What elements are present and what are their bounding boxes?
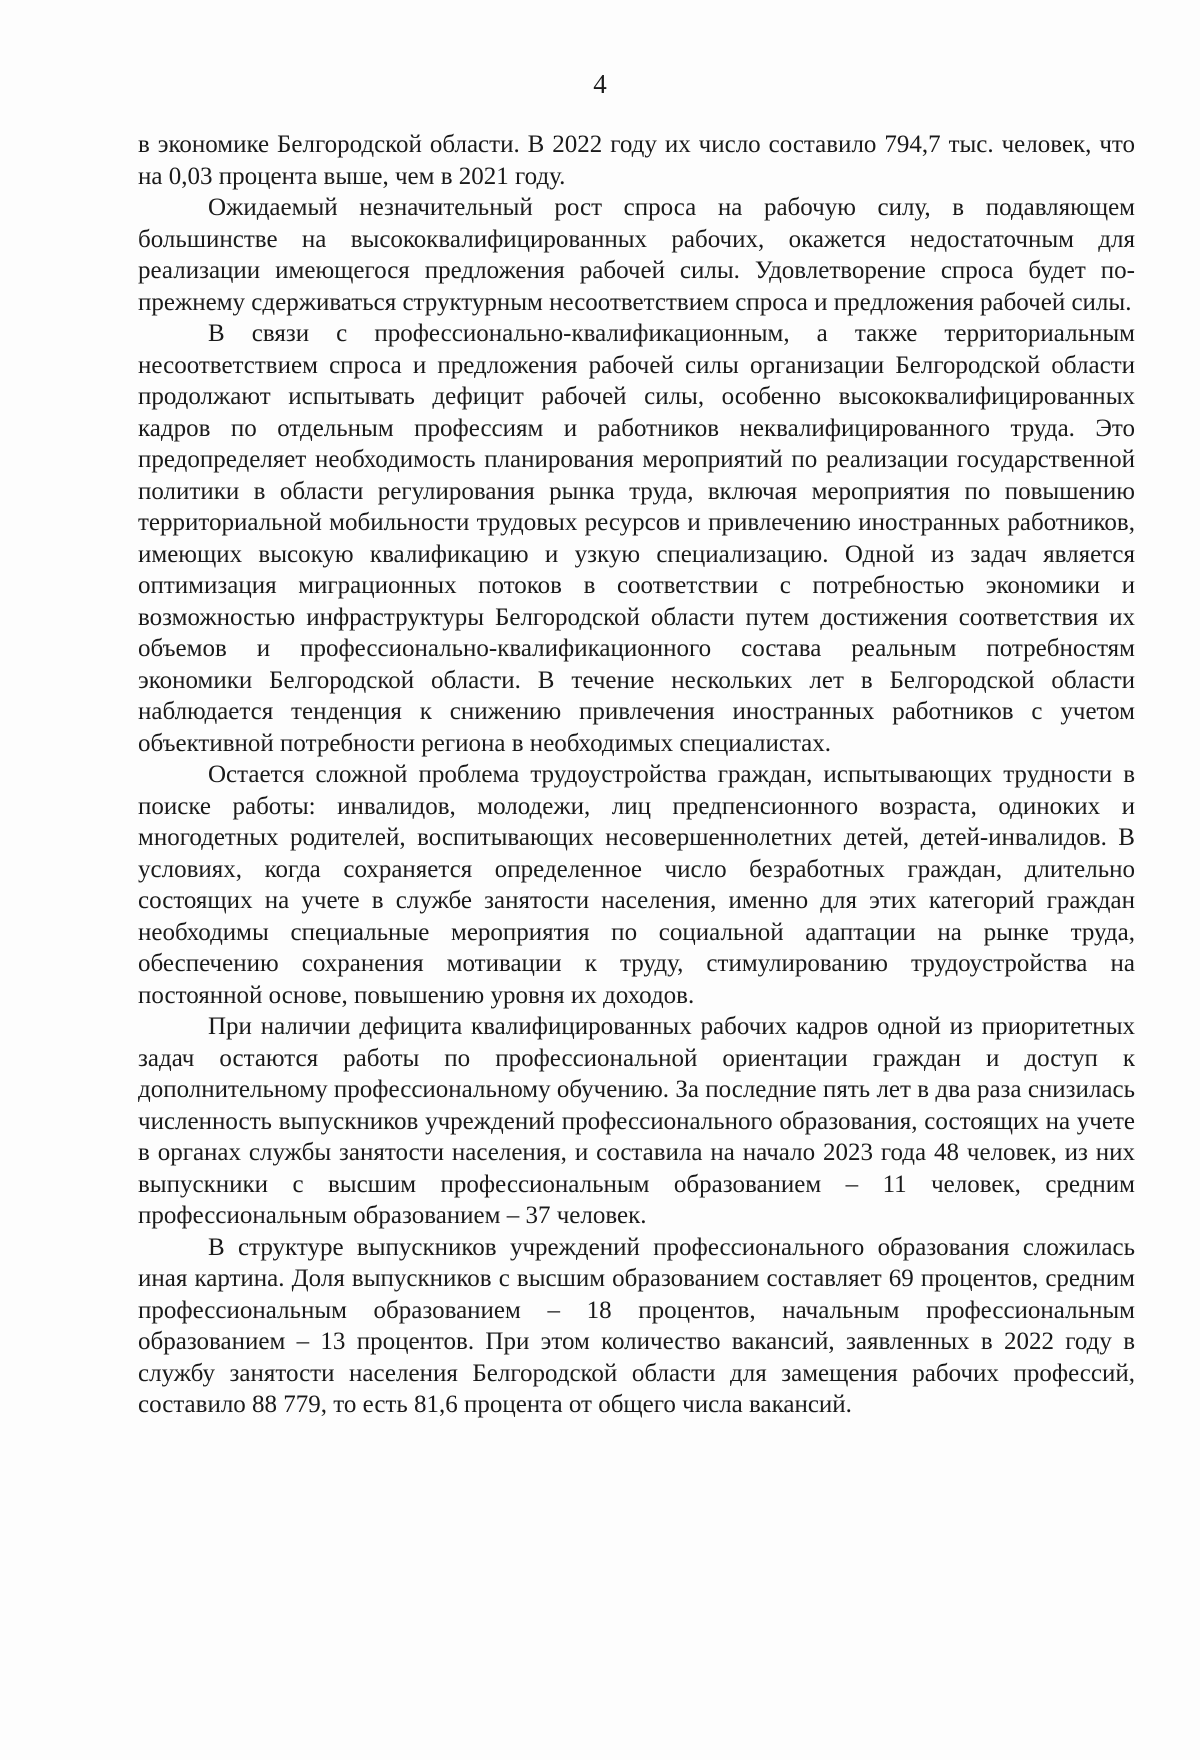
paragraph-graduate-structure: В структуре выпускников учреждений профессионального образования сложилась иная картина. Доля выпускников с высшим образованием составляет 69 процентов, средним профессиональным образованием – 18 процентов, начальным профессиональным образованием – 13 процентов. При этом количество вакансий, заявленных в 2022 году в службу занятости населения Белгородской области для замещения рабочих профессий, составило 88 779, то есть 81,6 процента от общего числа вакансий. xyxy=(138,1233,1135,1418)
paragraph-labor-demand: Ожидаемый незначительный рост спроса на рабочую силу, в подавляющем большинстве на высококвалифицированных рабочих, окажется недостаточным для реализации имеющегося предложения рабочей силы. Удовлетворение спроса будет по-прежнему сдерживаться структурным несоответствием спроса и предложения рабочей силы. xyxy=(138,194,1135,316)
paragraph-employment-problems: Остается сложной проблема трудоустройства граждан, испытывающих трудности в поиске работы: инвалидов, молодежи, лиц предпенсионного возраста, одиноких и многодетных родителей, воспитывающих несовершеннолетних детей, детей-инвалидов. В условиях, когда сохраняется определенное число безработных граждан, длительно состоящих на учете в службе занятости населения, именно для этих категорий граждан необходимы специальные мероприятия по социальной адаптации на рынке труда, обеспечению сохранения мотивации к труду, стимулированию трудоустройства на постоянной основе, повышению уровня их доходов. xyxy=(138,761,1135,1009)
document-body xyxy=(138,129,1135,1421)
paragraph-continuation: в экономике Белгородской области. В 2022 году их число составило 794,7 тыс. человек, что на 0,03 процента выше, чем в 2021 году. xyxy=(138,131,1135,190)
paragraph-labor-deficit: В связи с профессионально-квалификационным, а также территориальным несоответствием спроса и предложения рабочей силы организации Белгородской области продолжают испытывать дефицит рабочей силы, особенно высококвалифицированных кадров по отдельным профессиям и работников неквалифицированного труда. Это предопределяет необходимость планирования мероприятий по реализации государственной политики в области регулирования рынка труда, включая мероприятия по повышению территориальной мобильности трудовых ресурсов и привлечению иностранных работников, имеющих высокую квалификацию и узкую специализацию. Одной из задач является оптимизация миграционных потоков в соответствии с потребностью экономики и возможностью инфраструктуры Белгородской области путем достижения соответствия их объемов и профессионально-квалификационного состава реальным потребностям экономики Белгородской области. В течение нескольких лет в Белгородской области наблюдается тенденция к снижению привлечения иностранных работников с учетом объективной потребности региона в необходимых специалистах. xyxy=(138,320,1135,757)
paragraph-graduates: При наличии дефицита квалифицированных рабочих кадров одной из приоритетных задач остаются работы по профессиональной ориентации граждан и доступ к дополнительному профессиональному обучению. За последние пять лет в два раза снизилась численность выпускников учреждений профессионального образования, состоящих на учете в органах службы занятости населения, и составила на начало 2023 года 48 человек, из них выпускники с высшим профессиональным образованием – 11 человек, средним профессиональным образованием – 37 человек. xyxy=(138,1013,1135,1229)
page-number: 4 xyxy=(593,69,607,99)
